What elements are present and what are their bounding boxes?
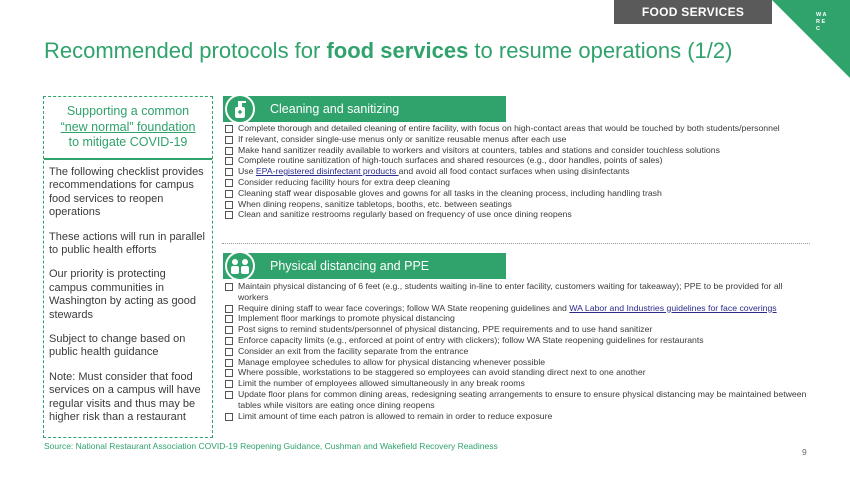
list-item: Cleaning staff wear disposable gloves and gowns for all tasks in the cleaning process, including handling trash: [224, 188, 809, 199]
list-item: Update floor plans for common dining areas, redesigning seating arrangements to ensure to ensure physical distancing may be maintained between tables while visitors are eating once dining reopens: [224, 389, 809, 411]
list-item: Post signs to remind students/personnel of physical distancing, PPE requirements and to use hand sanitizer: [224, 324, 809, 335]
wa-labor-guidelines-link[interactable]: WA Labor and Industries guidelines for face coverings: [569, 302, 777, 313]
page-number: 9: [802, 447, 807, 457]
list-item: Enforce capacity limits (e.g., enforced at point of entry with clickers); follow WA State reopening guidelines for restaurants: [224, 335, 809, 346]
left-paragraph: The following checklist provides recommendations for campus food services to reopen operations: [49, 166, 204, 219]
list-item: Require dining staff to wear face coverings; follow WA State reopening guidelines and WA Labor and Industries guidelines for face coverings: [224, 303, 809, 314]
section-divider: [222, 243, 810, 244]
list-item: Consider reducing facility hours for extra deep cleaning: [224, 177, 809, 188]
page-title: Recommended protocols for food services to resume operations (1/2): [44, 38, 733, 63]
list-item: Maintain physical distancing of 6 feet (e.g., students waiting in-line to enter facility, customers waiting for takeaway); PPE to be provided for all workers: [224, 281, 809, 303]
list-item: When dining reopens, sanitize tabletops, booths, etc. between seatings: [224, 199, 809, 210]
list-item: Manage employee schedules to allow for physical distancing whenever possible: [224, 357, 809, 368]
left-paragraph: Note: Must consider that food services on a campus will have regular visits and thus may be higher risk than a restaurant: [49, 370, 201, 424]
cleaning-checklist: [224, 123, 809, 220]
sanitizer-icon: [225, 94, 255, 124]
list-item: Limit the number of employees allowed simultaneously in any break rooms: [224, 378, 809, 389]
list-item: Limit amount of time each patron is allowed to remain in order to reduce exposure: [224, 411, 809, 422]
list-item: Consider an exit from the facility separate from the entrance: [224, 346, 809, 357]
left-panel-body: [44, 160, 212, 425]
left-paragraph: Subject to change based on public health guidance: [49, 333, 186, 359]
cleaning-section-header: Cleaning and sanitizing: [223, 96, 506, 122]
list-item: If relevant, consider single-use menus only or sanitize reusable menus after each use: [224, 134, 809, 145]
list-item: Complete thorough and detailed cleaning of entire facility, with focus on high-contact areas that would be touched by both students/personnel: [224, 123, 809, 134]
distancing-checklist: [224, 281, 809, 421]
list-item: Implement floor markings to promote physical distancing: [224, 313, 809, 324]
distancing-section-header: Physical distancing and PPE: [223, 253, 506, 279]
section-tag: FOOD SERVICES: [614, 0, 772, 24]
list-item: Use EPA-registered disinfectant products and avoid all food contact surfaces when using disinfectants: [224, 166, 809, 177]
left-paragraph: These actions will run in parallel to public health efforts: [49, 230, 205, 257]
list-item: Complete routine sanitization of high-touch surfaces and shared resources (e.g., door handles, points of sales): [224, 155, 809, 166]
people-distancing-icon: [225, 251, 255, 281]
epa-products-link[interactable]: EPA-registered disinfectant products: [255, 166, 399, 177]
corner-decoration: [772, 0, 850, 78]
left-panel: [43, 96, 213, 438]
left-panel-heading: Supporting a common “new normal” foundation to mitigate COVID-19: [44, 97, 212, 160]
list-item: Make hand sanitizer readily available to workers and visitors at counters, tables and stations and consider touchless solutions: [224, 145, 809, 156]
list-item: Clean and sanitize restrooms regularly based on frequency of use once dining reopens: [224, 209, 809, 220]
corner-logo: W A R E C: [816, 12, 827, 32]
source-note: Source: National Restaurant Association COVID-19 Reopening Guidance, Cushman and Wakefield Recovery Readiness: [44, 441, 498, 451]
left-paragraph: Our priority is protecting campus communities in Washington by acting as good stewards: [49, 268, 196, 321]
list-item: Where possible, workstations to be staggered so employees can avoid standing direct next to one another: [224, 367, 809, 378]
